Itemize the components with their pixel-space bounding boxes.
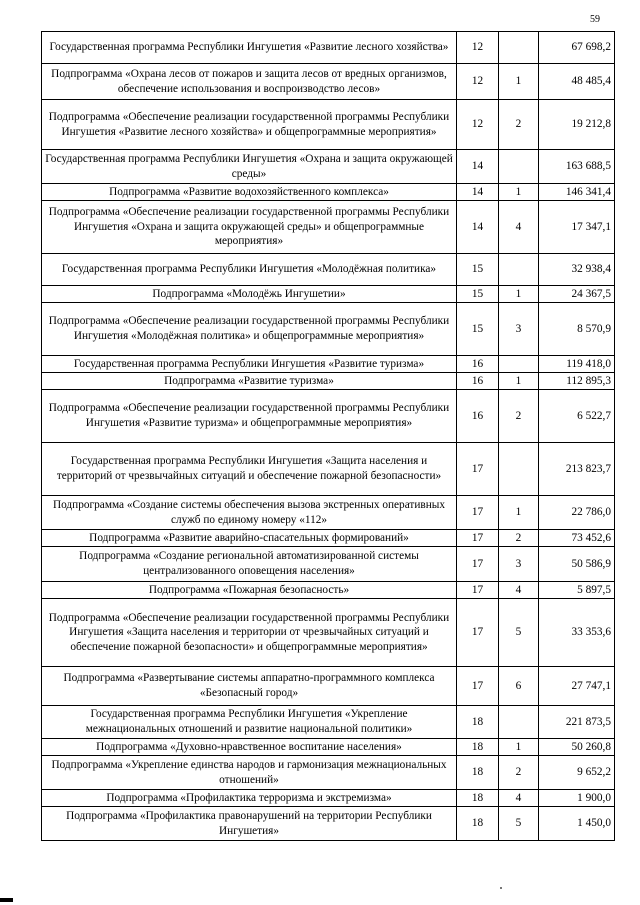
subprogram-code: 5	[499, 807, 539, 841]
program-code: 15	[457, 286, 499, 303]
subprogram-code	[499, 32, 539, 64]
program-code: 14	[457, 201, 499, 254]
program-code: 17	[457, 547, 499, 582]
amount: 1 900,0	[539, 790, 615, 807]
amount: 213 823,7	[539, 443, 615, 496]
program-name: Подпрограмма «Обеспечение реализации государственной программы Республики Ингушетия «Молодёжная политика» и общепрограммные мероприятия»	[42, 303, 457, 356]
program-code: 14	[457, 150, 499, 184]
table-row	[42, 303, 615, 356]
program-name: Подпрограмма «Обеспечение реализации государственной программы Республики Ингушетия «Развитие лесного хозяйства» и общепрограммные мероприятия»	[42, 100, 457, 150]
amount: 6 522,7	[539, 390, 615, 443]
amount: 221 873,5	[539, 706, 615, 739]
scan-speck	[500, 887, 502, 889]
amount: 17 347,1	[539, 201, 615, 254]
amount: 32 938,4	[539, 254, 615, 286]
amount: 73 452,6	[539, 530, 615, 547]
program-name: Государственная программа Республики Ингушетия «Развитие туризма»	[42, 356, 457, 373]
program-name: Подпрограмма «Обеспечение реализации государственной программы Республики Ингушетия «Защита населения и территории от чрезвычайных ситуаций и обеспечение пожарной безопасности» и общепрограммные мероприятия»	[42, 599, 457, 667]
table-row	[42, 254, 615, 286]
subprogram-code	[499, 254, 539, 286]
table-row	[42, 667, 615, 706]
subprogram-code: 2	[499, 530, 539, 547]
table-row	[42, 530, 615, 547]
amount: 163 688,5	[539, 150, 615, 184]
subprogram-code: 2	[499, 390, 539, 443]
subprogram-code: 4	[499, 201, 539, 254]
subprogram-code: 2	[499, 100, 539, 150]
program-code: 17	[457, 530, 499, 547]
table-row	[42, 599, 615, 667]
program-name: Подпрограмма «Обеспечение реализации государственной программы Республики Ингушетия «Охрана и защита окружающей среды» и общепрограммные мероприятия»	[42, 201, 457, 254]
table-row	[42, 582, 615, 599]
amount: 27 747,1	[539, 667, 615, 706]
amount: 9 652,2	[539, 756, 615, 790]
subprogram-code	[499, 443, 539, 496]
subprogram-code	[499, 356, 539, 373]
program-name: Подпрограмма «Охрана лесов от пожаров и защита лесов от вредных организмов, обеспечение использования и воспроизводство лесов»	[42, 64, 457, 100]
table-row	[42, 373, 615, 390]
page-number: 59	[590, 14, 600, 25]
table-row	[42, 356, 615, 373]
table-row	[42, 706, 615, 739]
subprogram-code: 4	[499, 582, 539, 599]
table-row	[42, 496, 615, 530]
program-name: Государственная программа Республики Ингушетия «Защита населения и территорий от чрезвычайных ситуаций и обеспечение пожарной безопасности»	[42, 443, 457, 496]
amount: 112 895,3	[539, 373, 615, 390]
amount: 24 367,5	[539, 286, 615, 303]
amount: 5 897,5	[539, 582, 615, 599]
program-name: Государственная программа Республики Ингушетия «Развитие лесного хозяйства»	[42, 32, 457, 64]
subprogram-code: 3	[499, 303, 539, 356]
amount: 8 570,9	[539, 303, 615, 356]
amount: 50 586,9	[539, 547, 615, 582]
table-row	[42, 64, 615, 100]
subprogram-code: 6	[499, 667, 539, 706]
program-code: 17	[457, 443, 499, 496]
table-row	[42, 184, 615, 201]
program-name: Подпрограмма «Создание системы обеспечения вызова экстренных оперативных служб по единому номеру «112»	[42, 496, 457, 530]
program-name: Государственная программа Республики Ингушетия «Укрепление межнациональных отношений и развитие национальной политики»	[42, 706, 457, 739]
program-code: 16	[457, 373, 499, 390]
subprogram-code: 1	[499, 286, 539, 303]
amount: 50 260,8	[539, 739, 615, 756]
program-name: Подпрограмма «Профилактика терроризма и экстремизма»	[42, 790, 457, 807]
program-code: 18	[457, 756, 499, 790]
program-name: Государственная программа Республики Ингушетия «Молодёжная политика»	[42, 254, 457, 286]
amount: 146 341,4	[539, 184, 615, 201]
table-row	[42, 150, 615, 184]
amount: 1 450,0	[539, 807, 615, 841]
program-name: Подпрограмма «Укрепление единства народов и гармонизация межнациональных отношений»	[42, 756, 457, 790]
program-name: Подпрограмма «Обеспечение реализации государственной программы Республики Ингушетия «Развитие туризма» и общепрограммные мероприятия»	[42, 390, 457, 443]
subprogram-code: 1	[499, 373, 539, 390]
subprogram-code: 1	[499, 739, 539, 756]
table-row	[42, 807, 615, 841]
program-name: Подпрограмма «Профилактика правонарушений на территории Республики Ингушетия»	[42, 807, 457, 841]
program-code: 17	[457, 667, 499, 706]
program-code: 18	[457, 790, 499, 807]
table-row	[42, 443, 615, 496]
program-name: Подпрограмма «Развитие туризма»	[42, 373, 457, 390]
subprogram-code: 5	[499, 599, 539, 667]
table-row	[42, 286, 615, 303]
program-code: 18	[457, 706, 499, 739]
table-row	[42, 32, 615, 64]
program-name: Подпрограмма «Развитие аварийно-спасательных формирований»	[42, 530, 457, 547]
program-code: 12	[457, 64, 499, 100]
program-code: 15	[457, 254, 499, 286]
program-code: 15	[457, 303, 499, 356]
table-row	[42, 390, 615, 443]
subprogram-code: 2	[499, 756, 539, 790]
scan-edge-mark	[0, 898, 13, 902]
subprogram-code: 4	[499, 790, 539, 807]
program-code: 12	[457, 32, 499, 64]
program-code: 16	[457, 356, 499, 373]
amount: 33 353,6	[539, 599, 615, 667]
program-code: 18	[457, 807, 499, 841]
subprogram-code	[499, 706, 539, 739]
program-name: Подпрограмма «Пожарная безопасность»	[42, 582, 457, 599]
program-name: Подпрограмма «Развитие водохозяйственного комплекса»	[42, 184, 457, 201]
amount: 19 212,8	[539, 100, 615, 150]
subprogram-code: 3	[499, 547, 539, 582]
amount: 119 418,0	[539, 356, 615, 373]
table-row	[42, 739, 615, 756]
program-name: Подпрограмма «Развертывание системы аппаратно-программного комплекса «Безопасный город»	[42, 667, 457, 706]
program-code: 12	[457, 100, 499, 150]
amount: 22 786,0	[539, 496, 615, 530]
table-row	[42, 790, 615, 807]
table-row	[42, 100, 615, 150]
program-code: 17	[457, 599, 499, 667]
program-code: 17	[457, 582, 499, 599]
amount: 48 485,4	[539, 64, 615, 100]
program-name: Подпрограмма «Создание региональной автоматизированной системы централизованного оповещения населения»	[42, 547, 457, 582]
program-code: 16	[457, 390, 499, 443]
subprogram-code	[499, 150, 539, 184]
program-name: Подпрограмма «Духовно-нравственное воспитание населения»	[42, 739, 457, 756]
program-name: Государственная программа Республики Ингушетия «Охрана и защита окружающей среды»	[42, 150, 457, 184]
table-row	[42, 756, 615, 790]
program-name: Подпрограмма «Молодёжь Ингушетии»	[42, 286, 457, 303]
subprogram-code: 1	[499, 496, 539, 530]
amount: 67 698,2	[539, 32, 615, 64]
subprogram-code: 1	[499, 184, 539, 201]
table-row	[42, 547, 615, 582]
table-row	[42, 201, 615, 254]
subprogram-code: 1	[499, 64, 539, 100]
program-code: 17	[457, 496, 499, 530]
budget-table	[41, 31, 615, 841]
program-code: 14	[457, 184, 499, 201]
program-code: 18	[457, 739, 499, 756]
